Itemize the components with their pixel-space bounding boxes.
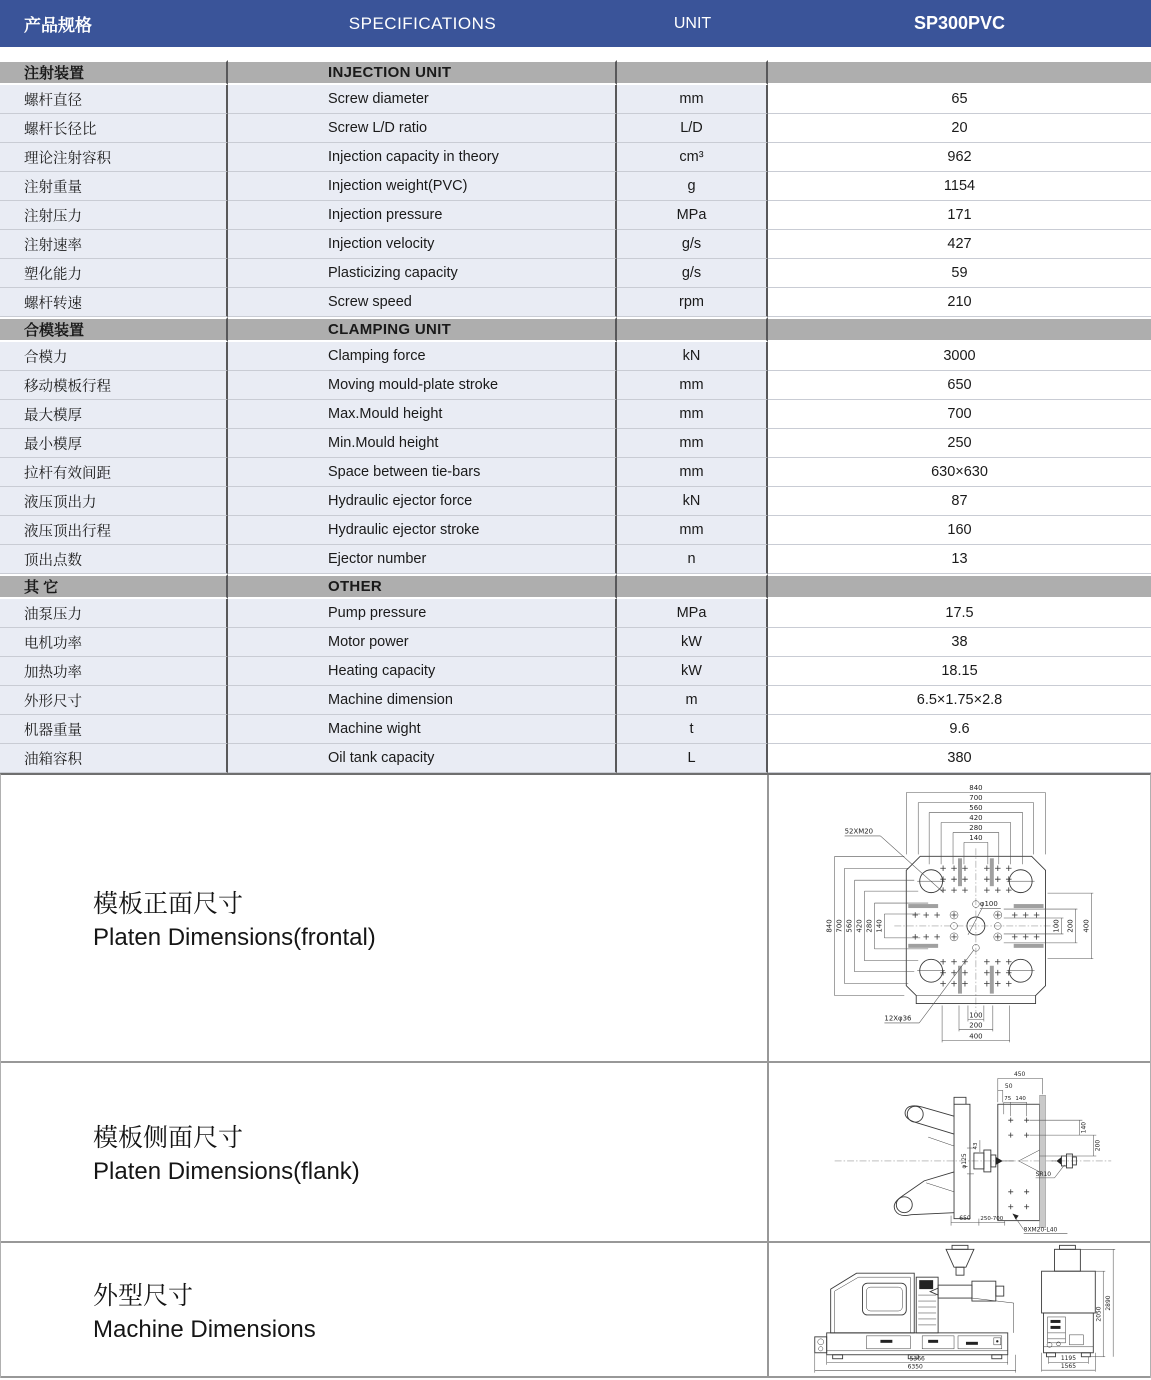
spec-row bbox=[0, 230, 1151, 259]
spec-label-en: Moving mould-plate stroke bbox=[228, 371, 617, 400]
spec-label-cn: 螺杆长径比 bbox=[0, 114, 228, 143]
dim-label: 2050 bbox=[1095, 1306, 1103, 1322]
dim-label: 5366 bbox=[909, 1355, 925, 1363]
dim-label: 100 bbox=[1052, 919, 1061, 933]
spec-unit: g bbox=[617, 172, 768, 201]
spec-label-en: Pump pressure bbox=[228, 599, 617, 628]
machine-dimensions-title-cn: 外型尺寸 bbox=[93, 1281, 194, 1310]
spec-value: 65 bbox=[768, 85, 1151, 114]
spec-unit: kW bbox=[617, 628, 768, 657]
spec-value: 9.6 bbox=[768, 715, 1151, 744]
spec-row bbox=[0, 342, 1151, 371]
section-value-cell bbox=[768, 574, 1151, 599]
spec-label-en: Ejector number bbox=[228, 545, 617, 574]
spec-unit: MPa bbox=[617, 599, 768, 628]
dim-label: 280 bbox=[865, 919, 874, 933]
spec-row bbox=[0, 288, 1151, 317]
spec-value: 38 bbox=[768, 628, 1151, 657]
spec-label-en: Injection capacity in theory bbox=[228, 143, 617, 172]
spec-unit: n bbox=[617, 545, 768, 574]
spec-row bbox=[0, 744, 1151, 773]
spec-label-en: Machine wight bbox=[228, 715, 617, 744]
platen-flank-title-en: Platen Dimensions(flank) bbox=[93, 1158, 360, 1185]
platen-flank-drawing-cell bbox=[767, 1063, 1150, 1241]
spec-value: 3000 bbox=[768, 342, 1151, 371]
spec-label-cn: 注射重量 bbox=[0, 172, 228, 201]
spec-value: 380 bbox=[768, 744, 1151, 773]
spec-label-cn: 塑化能力 bbox=[0, 259, 228, 288]
spec-unit: mm bbox=[617, 516, 768, 545]
header-product-spec: 产品规格 bbox=[24, 16, 92, 35]
dim-label: 6350 bbox=[907, 1363, 923, 1371]
spec-row bbox=[0, 429, 1151, 458]
spec-unit: g/s bbox=[617, 230, 768, 259]
spec-label-en: Screw L/D ratio bbox=[228, 114, 617, 143]
dim-label: 840 bbox=[969, 784, 983, 793]
section-title-cn: 注射装置 bbox=[0, 60, 228, 85]
section-title-en: OTHER bbox=[228, 574, 617, 599]
platen-frontal-drawing-cell bbox=[767, 775, 1150, 1061]
section-value-cell bbox=[768, 60, 1151, 85]
header-specifications: SPECIFICATIONS bbox=[348, 13, 497, 33]
spec-unit: L bbox=[617, 744, 768, 773]
spec-value: 160 bbox=[768, 516, 1151, 545]
dim-label: 200 bbox=[1094, 1139, 1102, 1152]
spec-value: 1154 bbox=[768, 172, 1151, 201]
header-model: SP300PVC bbox=[913, 13, 1006, 33]
dim-label: 1565 bbox=[1060, 1363, 1077, 1371]
spec-value: 59 bbox=[768, 259, 1151, 288]
platen-frontal-label bbox=[1, 775, 767, 1061]
spec-unit: rpm bbox=[617, 288, 768, 317]
spec-unit: kN bbox=[617, 487, 768, 516]
section-title-cn: 合模装置 bbox=[0, 317, 228, 342]
section-row bbox=[0, 574, 1151, 599]
spec-label-cn: 顶出点数 bbox=[0, 545, 228, 574]
spec-label-en: Injection velocity bbox=[228, 230, 617, 259]
platen-frontal-drawing bbox=[769, 776, 1150, 1060]
spec-label-cn: 理论注射容积 bbox=[0, 143, 228, 172]
spec-unit: mm bbox=[617, 400, 768, 429]
spec-label-en: Screw diameter bbox=[228, 85, 617, 114]
spec-label-en: Clamping force bbox=[228, 342, 617, 371]
spec-row bbox=[0, 599, 1151, 628]
bolt-label: SR10 bbox=[1035, 1170, 1052, 1178]
section-unit-cell bbox=[617, 60, 768, 85]
spec-label-cn: 螺杆直径 bbox=[0, 85, 228, 114]
spec-label-cn: 最大模厚 bbox=[0, 400, 228, 429]
platen-frontal-title-en: Platen Dimensions(frontal) bbox=[93, 924, 376, 951]
spec-row bbox=[0, 545, 1151, 574]
dim-label: 140 bbox=[1015, 1095, 1026, 1102]
spec-label-en: Injection weight(PVC) bbox=[228, 172, 617, 201]
section-title-en: INJECTION UNIT bbox=[228, 60, 617, 85]
section-row bbox=[0, 60, 1151, 85]
dim-label: 400 bbox=[1082, 919, 1091, 933]
section-value-cell bbox=[768, 317, 1151, 342]
section-platen-frontal bbox=[1, 775, 1150, 1063]
dim-label: 140 bbox=[875, 919, 884, 933]
shaft-length-label: 43 bbox=[972, 1142, 979, 1150]
spec-label-en: Motor power bbox=[228, 628, 617, 657]
dim-label: 50 bbox=[1004, 1082, 1013, 1090]
dim-label: 140 bbox=[1080, 1121, 1088, 1134]
spec-label-cn: 油箱容积 bbox=[0, 744, 228, 773]
header-unit: UNIT bbox=[673, 14, 712, 32]
dim-label: 560 bbox=[845, 919, 854, 933]
spec-unit: mm bbox=[617, 371, 768, 400]
spec-value: 962 bbox=[768, 143, 1151, 172]
spec-label-cn: 电机功率 bbox=[0, 628, 228, 657]
section-platen-flank bbox=[1, 1063, 1150, 1243]
spec-row bbox=[0, 400, 1151, 429]
spec-row bbox=[0, 487, 1151, 516]
spec-unit: L/D bbox=[617, 114, 768, 143]
spec-label-cn: 最小模厚 bbox=[0, 429, 228, 458]
spec-label-cn: 油泵压力 bbox=[0, 599, 228, 628]
spec-label-cn: 液压顶出力 bbox=[0, 487, 228, 516]
dim-label: 700 bbox=[969, 794, 983, 803]
spec-label-cn: 注射压力 bbox=[0, 201, 228, 230]
spec-label-en: Hydraulic ejector force bbox=[228, 487, 617, 516]
dim-label: 280 bbox=[969, 823, 983, 832]
dim-label: 1195 bbox=[1060, 1355, 1077, 1363]
spec-value: 20 bbox=[768, 114, 1151, 143]
platen-flank-title-cn: 模板侧面尺寸 bbox=[93, 1124, 244, 1152]
dim-label: 200 bbox=[969, 1021, 983, 1030]
platen-frontal-title-cn: 模板正面尺寸 bbox=[93, 890, 244, 918]
spec-label-en: Min.Mould height bbox=[228, 429, 617, 458]
dim-label: 75 bbox=[1004, 1095, 1012, 1102]
spec-label-en: Machine dimension bbox=[228, 686, 617, 715]
spec-label-cn: 螺杆转速 bbox=[0, 288, 228, 317]
spec-value: 18.15 bbox=[768, 657, 1151, 686]
spec-value: 171 bbox=[768, 201, 1151, 230]
platen-flank-label bbox=[1, 1063, 767, 1241]
spec-value: 427 bbox=[768, 230, 1151, 259]
spec-label-en: Injection pressure bbox=[228, 201, 617, 230]
spec-value: 87 bbox=[768, 487, 1151, 516]
machine-dimensions-label bbox=[1, 1243, 767, 1376]
machine-dimensions-title-en: Machine Dimensions bbox=[93, 1315, 316, 1343]
spec-row bbox=[0, 715, 1151, 744]
shaft-diameter-label: φ125 bbox=[960, 1153, 968, 1169]
circle-holes-label: 12Xφ36 bbox=[884, 1014, 912, 1023]
spec-unit: mm bbox=[617, 458, 768, 487]
dim-label: 400 bbox=[969, 1032, 983, 1041]
section-unit-cell bbox=[617, 574, 768, 599]
dim-label: 450 bbox=[1013, 1070, 1026, 1078]
dim-label: 420 bbox=[855, 919, 864, 933]
table-header bbox=[0, 0, 1151, 47]
spec-label-en: Oil tank capacity bbox=[228, 744, 617, 773]
spec-unit: kW bbox=[617, 657, 768, 686]
spec-label-cn: 液压顶出行程 bbox=[0, 516, 228, 545]
dim-label: 840 bbox=[825, 919, 834, 933]
machine-dimensions-drawing bbox=[769, 1243, 1150, 1376]
section-machine-dimensions bbox=[1, 1243, 1150, 1378]
dim-label: 700 bbox=[835, 919, 844, 933]
dim-label: 650 bbox=[959, 1215, 971, 1223]
spec-label-cn: 加热功率 bbox=[0, 657, 228, 686]
spec-unit: t bbox=[617, 715, 768, 744]
section-title-cn: 其 它 bbox=[0, 574, 228, 599]
spec-row bbox=[0, 172, 1151, 201]
drawings-region bbox=[0, 773, 1151, 1378]
spec-row bbox=[0, 628, 1151, 657]
spec-row bbox=[0, 371, 1151, 400]
dim-label: 2890 bbox=[1105, 1295, 1113, 1311]
spec-unit: mm bbox=[617, 85, 768, 114]
spec-row bbox=[0, 201, 1151, 230]
spec-label-en: Space between tie-bars bbox=[228, 458, 617, 487]
spec-row bbox=[0, 143, 1151, 172]
spec-unit: m bbox=[617, 686, 768, 715]
spec-value: 630×630 bbox=[768, 458, 1151, 487]
spec-label-cn: 外形尺寸 bbox=[0, 686, 228, 715]
section-title-en: CLAMPING UNIT bbox=[228, 317, 617, 342]
dim-label: 100 bbox=[969, 1011, 983, 1020]
spec-value: 210 bbox=[768, 288, 1151, 317]
spec-label-cn: 机器重量 bbox=[0, 715, 228, 744]
spec-unit: g/s bbox=[617, 259, 768, 288]
spec-row bbox=[0, 516, 1151, 545]
spec-value: 6.5×1.75×2.8 bbox=[768, 686, 1151, 715]
dim-label: 560 bbox=[969, 804, 983, 813]
spec-value: 13 bbox=[768, 545, 1151, 574]
spec-label-en: Max.Mould height bbox=[228, 400, 617, 429]
spec-row bbox=[0, 458, 1151, 487]
spec-unit: kN bbox=[617, 342, 768, 371]
dim-label: 140 bbox=[969, 833, 983, 842]
spec-label-cn: 注射速率 bbox=[0, 230, 228, 259]
machine-drawing-cell bbox=[767, 1243, 1150, 1376]
spec-row bbox=[0, 85, 1151, 114]
spec-unit: MPa bbox=[617, 201, 768, 230]
spec-value: 650 bbox=[768, 371, 1151, 400]
spec-value: 17.5 bbox=[768, 599, 1151, 628]
spec-row bbox=[0, 657, 1151, 686]
spec-row bbox=[0, 686, 1151, 715]
center-bore-label: φ100 bbox=[979, 900, 998, 909]
spec-row bbox=[0, 259, 1151, 288]
platen-flank-drawing bbox=[769, 1064, 1150, 1240]
screws-callout-label: 8XM20-L40 bbox=[1023, 1226, 1058, 1234]
spec-row bbox=[0, 114, 1151, 143]
spec-unit: cm³ bbox=[617, 143, 768, 172]
holes-callout-label: 52XM20 bbox=[844, 827, 874, 836]
spec-label-cn: 合模力 bbox=[0, 342, 228, 371]
spec-label-en: Screw speed bbox=[228, 288, 617, 317]
spec-label-cn: 拉杆有效间距 bbox=[0, 458, 228, 487]
spec-label-en: Heating capacity bbox=[228, 657, 617, 686]
dim-label: 250-700 bbox=[980, 1216, 1004, 1223]
spec-table-body bbox=[0, 60, 1151, 773]
spec-label-cn: 移动模板行程 bbox=[0, 371, 228, 400]
dim-label: 420 bbox=[969, 814, 983, 823]
dim-label: 200 bbox=[1066, 919, 1075, 933]
section-row bbox=[0, 317, 1151, 342]
spec-label-en: Plasticizing capacity bbox=[228, 259, 617, 288]
spec-value: 250 bbox=[768, 429, 1151, 458]
spec-label-en: Hydraulic ejector stroke bbox=[228, 516, 617, 545]
spec-unit: mm bbox=[617, 429, 768, 458]
section-unit-cell bbox=[617, 317, 768, 342]
spec-value: 700 bbox=[768, 400, 1151, 429]
